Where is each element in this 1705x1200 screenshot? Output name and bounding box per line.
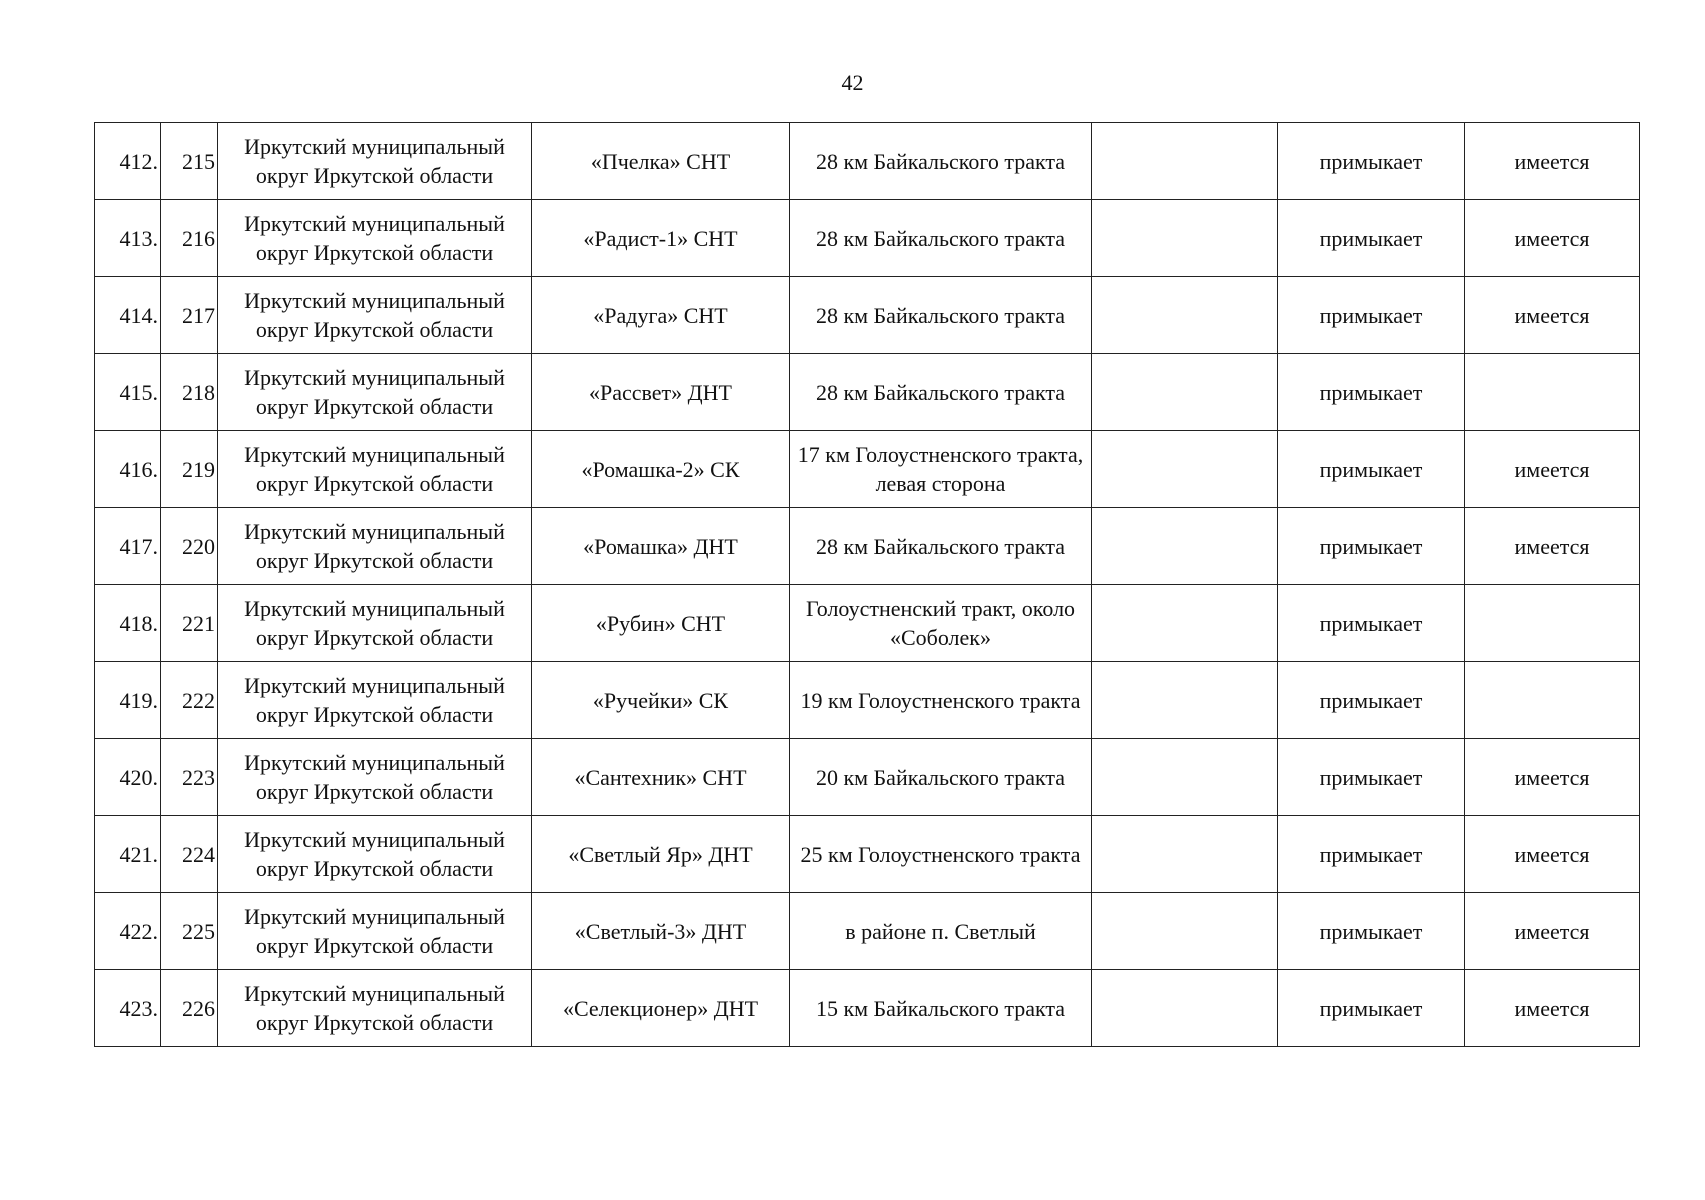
availability-cell	[1465, 585, 1640, 662]
municipality-cell: Иркутский муниципальный округ Иркутской области	[218, 354, 532, 431]
sub-number-cell: 225	[161, 893, 218, 970]
organization-name-cell: «Светлый Яр» ДНТ	[532, 816, 790, 893]
organization-name-cell: «Радуга» СНТ	[532, 277, 790, 354]
row-number-cell: 423.	[95, 970, 161, 1047]
adjacency-cell: примыкает	[1278, 508, 1465, 585]
sub-number-cell: 215	[161, 123, 218, 200]
location-cell: 28 км Байкальского тракта	[790, 123, 1092, 200]
blank-cell	[1092, 585, 1278, 662]
table-row	[95, 739, 1640, 816]
location-cell: 19 км Голоустненского тракта	[790, 662, 1092, 739]
availability-cell: имеется	[1465, 893, 1640, 970]
table-row	[95, 354, 1640, 431]
location-cell: Голоустненский тракт, около «Соболек»	[790, 585, 1092, 662]
row-number-cell: 414.	[95, 277, 161, 354]
availability-cell: имеется	[1465, 123, 1640, 200]
location-cell: в районе п. Светлый	[790, 893, 1092, 970]
availability-cell: имеется	[1465, 816, 1640, 893]
municipality-cell: Иркутский муниципальный округ Иркутской области	[218, 893, 532, 970]
municipality-cell: Иркутский муниципальный округ Иркутской области	[218, 508, 532, 585]
page-number: 42	[841, 70, 864, 95]
sub-number-cell: 226	[161, 970, 218, 1047]
organization-name-cell: «Ромашка-2» СК	[532, 431, 790, 508]
row-number-cell: 413.	[95, 200, 161, 277]
sub-number-cell: 223	[161, 739, 218, 816]
adjacency-cell: примыкает	[1278, 739, 1465, 816]
location-cell: 25 км Голоустненского тракта	[790, 816, 1092, 893]
organization-name-cell: «Светлый-3» ДНТ	[532, 893, 790, 970]
municipality-cell: Иркутский муниципальный округ Иркутской области	[218, 200, 532, 277]
blank-cell	[1092, 354, 1278, 431]
table-row	[95, 970, 1640, 1047]
adjacency-cell: примыкает	[1278, 816, 1465, 893]
table-row	[95, 123, 1640, 200]
table-row	[95, 277, 1640, 354]
sub-number-cell: 224	[161, 816, 218, 893]
availability-cell: имеется	[1465, 277, 1640, 354]
adjacency-cell: примыкает	[1278, 431, 1465, 508]
sub-number-cell: 221	[161, 585, 218, 662]
location-cell: 28 км Байкальского тракта	[790, 200, 1092, 277]
municipality-cell: Иркутский муниципальный округ Иркутской области	[218, 970, 532, 1047]
blank-cell	[1092, 816, 1278, 893]
table-body	[95, 123, 1640, 1047]
table-row	[95, 893, 1640, 970]
row-number-cell: 418.	[95, 585, 161, 662]
adjacency-cell: примыкает	[1278, 123, 1465, 200]
municipality-cell: Иркутский муниципальный округ Иркутской области	[218, 585, 532, 662]
adjacency-cell: примыкает	[1278, 277, 1465, 354]
municipality-cell: Иркутский муниципальный округ Иркутской области	[218, 739, 532, 816]
organization-name-cell: «Ручейки» СК	[532, 662, 790, 739]
blank-cell	[1092, 123, 1278, 200]
blank-cell	[1092, 739, 1278, 816]
availability-cell: имеется	[1465, 970, 1640, 1047]
sub-number-cell: 222	[161, 662, 218, 739]
availability-cell: имеется	[1465, 431, 1640, 508]
location-cell: 15 км Байкальского тракта	[790, 970, 1092, 1047]
availability-cell: имеется	[1465, 739, 1640, 816]
row-number-cell: 415.	[95, 354, 161, 431]
adjacency-cell: примыкает	[1278, 893, 1465, 970]
blank-cell	[1092, 431, 1278, 508]
adjacency-cell: примыкает	[1278, 200, 1465, 277]
row-number-cell: 412.	[95, 123, 161, 200]
organization-name-cell: «Рубин» СНТ	[532, 585, 790, 662]
row-number-cell: 421.	[95, 816, 161, 893]
blank-cell	[1092, 893, 1278, 970]
row-number-cell: 417.	[95, 508, 161, 585]
availability-cell	[1465, 662, 1640, 739]
row-number-cell: 416.	[95, 431, 161, 508]
sub-number-cell: 218	[161, 354, 218, 431]
row-number-cell: 420.	[95, 739, 161, 816]
sub-number-cell: 219	[161, 431, 218, 508]
sub-number-cell: 220	[161, 508, 218, 585]
organization-name-cell: «Рассвет» ДНТ	[532, 354, 790, 431]
municipality-cell: Иркутский муниципальный округ Иркутской области	[218, 123, 532, 200]
registry-table	[94, 122, 1640, 1047]
municipality-cell: Иркутский муниципальный округ Иркутской области	[218, 431, 532, 508]
organization-name-cell: «Пчелка» СНТ	[532, 123, 790, 200]
table-row	[95, 431, 1640, 508]
table-row	[95, 585, 1640, 662]
table-row	[95, 200, 1640, 277]
location-cell: 28 км Байкальского тракта	[790, 277, 1092, 354]
sub-number-cell: 216	[161, 200, 218, 277]
location-cell: 28 км Байкальского тракта	[790, 354, 1092, 431]
adjacency-cell: примыкает	[1278, 354, 1465, 431]
blank-cell	[1092, 277, 1278, 354]
municipality-cell: Иркутский муниципальный округ Иркутской области	[218, 816, 532, 893]
availability-cell: имеется	[1465, 200, 1640, 277]
blank-cell	[1092, 662, 1278, 739]
location-cell: 17 км Голоустненского тракта, левая сторона	[790, 431, 1092, 508]
organization-name-cell: «Ромашка» ДНТ	[532, 508, 790, 585]
blank-cell	[1092, 508, 1278, 585]
blank-cell	[1092, 200, 1278, 277]
adjacency-cell: примыкает	[1278, 970, 1465, 1047]
adjacency-cell: примыкает	[1278, 585, 1465, 662]
table-row	[95, 816, 1640, 893]
table-row	[95, 662, 1640, 739]
organization-name-cell: «Радист-1» СНТ	[532, 200, 790, 277]
row-number-cell: 422.	[95, 893, 161, 970]
location-cell: 20 км Байкальского тракта	[790, 739, 1092, 816]
row-number-cell: 419.	[95, 662, 161, 739]
municipality-cell: Иркутский муниципальный округ Иркутской области	[218, 277, 532, 354]
adjacency-cell: примыкает	[1278, 662, 1465, 739]
sub-number-cell: 217	[161, 277, 218, 354]
municipality-cell: Иркутский муниципальный округ Иркутской области	[218, 662, 532, 739]
availability-cell: имеется	[1465, 508, 1640, 585]
table-row	[95, 508, 1640, 585]
availability-cell	[1465, 354, 1640, 431]
organization-name-cell: «Сантехник» СНТ	[532, 739, 790, 816]
organization-name-cell: «Селекционер» ДНТ	[532, 970, 790, 1047]
location-cell: 28 км Байкальского тракта	[790, 508, 1092, 585]
blank-cell	[1092, 970, 1278, 1047]
